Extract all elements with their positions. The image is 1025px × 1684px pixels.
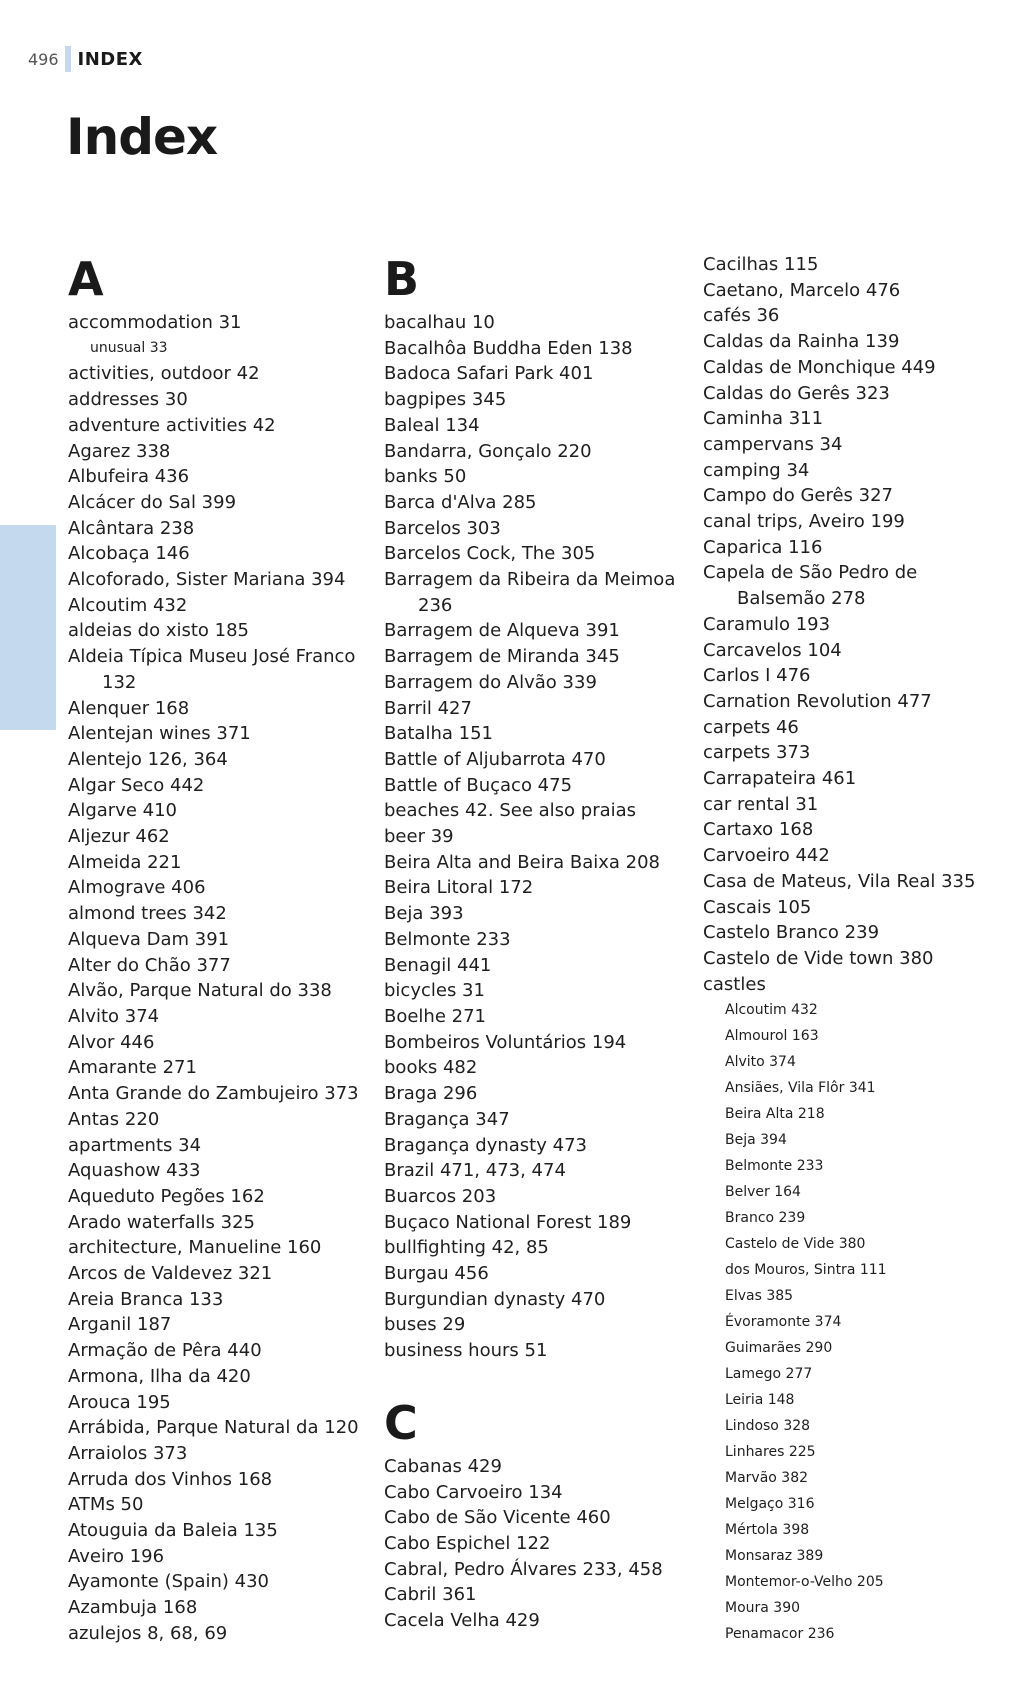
index-entry: carpets 373 (703, 742, 811, 764)
index-entry: adventure activities 42 (68, 414, 276, 436)
index-entry: Alter do Chão 377 (68, 954, 231, 976)
index-subentry: Alvito 374 (725, 1054, 796, 1071)
section-label: INDEX (77, 48, 143, 70)
index-entry: Algarve 410 (68, 800, 177, 822)
index-entry: Aldeia Típica Museu José Franco (68, 646, 356, 668)
index-entry: beer 39 (384, 826, 454, 848)
index-entry: Burgundian dynasty 470 (384, 1288, 606, 1310)
index-entry: ATMs 50 (68, 1494, 144, 1516)
index-entry: Algar Seco 442 (68, 774, 205, 796)
index-entry: books 482 (384, 1057, 478, 1079)
index-entry: bullfighting 42, 85 (384, 1237, 549, 1259)
letter-heading: C (384, 1395, 418, 1450)
index-entry: canal trips, Aveiro 199 (703, 511, 905, 533)
index-entry: Barcelos 303 (384, 517, 501, 539)
letter-heading: A (68, 252, 104, 306)
index-entry: accommodation 31 (68, 312, 242, 333)
index-entry: Barragem do Alvão 339 (384, 671, 597, 693)
index-entry: almond trees 342 (68, 903, 227, 925)
index-entry: Beira Litoral 172 (384, 877, 534, 899)
index-entry: Barril 427 (384, 697, 472, 719)
index-entry: Alcobaça 146 (68, 543, 190, 565)
index-entry: Agarez 338 (68, 440, 171, 462)
index-entry: Armação de Pêra 440 (68, 1340, 262, 1362)
index-entry: Arcos de Valdevez 321 (68, 1263, 273, 1285)
index-entry: Cabo de São Vicente 460 (384, 1507, 611, 1529)
index-subentry: Melgaço 316 (725, 1496, 815, 1513)
index-entry: castles (703, 973, 766, 995)
index-entry: Arrábida, Parque Natural da 120 (68, 1417, 359, 1439)
index-entry: Carlos I 476 (703, 665, 811, 687)
index-entry: Bragança dynasty 473 (384, 1134, 587, 1156)
index-entry: car rental 31 (703, 793, 819, 815)
index-subentry: Ansiães, Vila Flôr 341 (725, 1080, 876, 1097)
index-entry: Antas 220 (68, 1108, 160, 1130)
index-entry: bicycles 31 (384, 980, 485, 1002)
index-entry: Azambuja 168 (68, 1597, 198, 1619)
index-entry: Alqueva Dam 391 (68, 928, 230, 950)
index-entry: Cascais 105 (703, 896, 812, 918)
index-entry: Barragem da Ribeira da Meimoa (384, 569, 676, 591)
index-entry: Aljezur 462 (68, 826, 170, 848)
index-entry: Castelo Branco 239 (703, 922, 880, 944)
index-entry: Buçaco National Forest 189 (384, 1211, 632, 1233)
index-entry: Cabanas 429 (384, 1455, 502, 1477)
index-entry: Aveiro 196 (68, 1545, 165, 1567)
index-entry: Capela de São Pedro de (703, 562, 918, 584)
index-subentry: unusual 33 (90, 339, 168, 356)
index-entry: Barragem de Miranda 345 (384, 646, 620, 668)
index-subentry: Branco 239 (725, 1210, 806, 1227)
index-subentry: Beja 394 (725, 1132, 787, 1149)
index-entry: camping 34 (703, 459, 810, 481)
index-subentry: Évoramonte 374 (725, 1314, 842, 1331)
index-entry: Batalha 151 (384, 723, 493, 745)
index-entry: Braga 296 (384, 1083, 478, 1105)
running-header (28, 46, 143, 72)
index-entry: Bragança 347 (384, 1108, 510, 1130)
index-subentry: Belver 164 (725, 1184, 801, 1201)
index-entry: Arraiolos 373 (68, 1442, 188, 1464)
index-entry: Aqueduto Pegões 162 (68, 1185, 265, 1207)
index-entry: activities, outdoor 42 (68, 363, 260, 385)
index-column-3 (703, 252, 1003, 1647)
index-entry: Belmonte 233 (384, 928, 511, 950)
index-entry: buses 29 (384, 1314, 466, 1336)
index-entry: Alvão, Parque Natural do 338 (68, 980, 332, 1002)
index-entry: Alentejan wines 371 (68, 723, 251, 745)
index-entry: 236 (418, 594, 453, 616)
index-entry: Balsemão 278 (737, 588, 866, 610)
index-entry: Castelo de Vide town 380 (703, 947, 934, 969)
index-entry: Arado waterfalls 325 (68, 1211, 256, 1233)
index-entry: Alentejo 126, 364 (68, 748, 228, 770)
index-subentry: Mértola 398 (725, 1522, 810, 1539)
index-entry: Cabo Espichel 122 (384, 1532, 551, 1554)
page-number: 496 (28, 49, 59, 69)
index-entry: Caetano, Marcelo 476 (703, 279, 901, 301)
page-title: Index (66, 108, 218, 166)
index-entry: apartments 34 (68, 1134, 202, 1156)
index-subentry: Guimarães 290 (725, 1340, 833, 1357)
index-entry: Carnation Revolution 477 (703, 690, 932, 712)
index-entry: Cabril 361 (384, 1584, 477, 1606)
index-entry-list (384, 1454, 684, 1634)
index-subentry: Penamacor 236 (725, 1626, 835, 1643)
index-entry: Caldas de Monchique 449 (703, 356, 936, 378)
index-entry: 132 (102, 671, 137, 693)
index-entry: Arouca 195 (68, 1391, 171, 1413)
index-subentry: Beira Alta 218 (725, 1106, 825, 1123)
index-entry: banks 50 (384, 466, 467, 488)
index-subentry: Belmonte 233 (725, 1158, 824, 1175)
index-entry: Carvoeiro 442 (703, 845, 830, 867)
index-entry: azulejos 8, 68, 69 (68, 1622, 228, 1644)
index-entry: Battle of Aljubarrota 470 (384, 748, 606, 770)
index-entry: Brazil 471, 473, 474 (384, 1160, 566, 1182)
index-entry: aldeias do xisto 185 (68, 620, 250, 642)
index-entry: Campo do Gerês 327 (703, 485, 894, 507)
index-subentry: Alcoutim 432 (725, 1002, 818, 1019)
index-entry: Armona, Ilha da 420 (68, 1365, 251, 1387)
index-subentry: Montemor-o-Velho 205 (725, 1574, 884, 1591)
index-entry: Casa de Mateus, Vila Real 335 (703, 870, 976, 892)
letter-heading: B (384, 252, 420, 306)
index-entry: Caminha 311 (703, 408, 824, 430)
index-subentry: Lamego 277 (725, 1366, 813, 1383)
index-entry: Barca d'Alva 285 (384, 491, 537, 513)
index-entry: Almograve 406 (68, 877, 206, 899)
thumb-tab-marker (0, 525, 56, 730)
index-entry: Barcelos Cock, The 305 (384, 543, 596, 565)
index-entry: Alcântara 238 (68, 517, 195, 539)
index-entry: Caldas da Rainha 139 (703, 331, 900, 353)
index-subentry: Leiria 148 (725, 1392, 795, 1409)
index-entry: Carcavelos 104 (703, 639, 842, 661)
index-entry: Ayamonte (Spain) 430 (68, 1571, 269, 1593)
index-entry: Alcoforado, Sister Mariana 394 (68, 569, 346, 591)
index-entry: Alvito 374 (68, 1005, 160, 1027)
index-entry: Badoca Safari Park 401 (384, 363, 594, 385)
index-entry: Beja 393 (384, 903, 464, 925)
index-column-2 (384, 248, 684, 1634)
index-subentry: Almourol 163 (725, 1028, 819, 1045)
index-entry: Arganil 187 (68, 1314, 172, 1336)
index-entry-list (68, 310, 368, 1647)
index-subentry: Linhares 225 (725, 1444, 816, 1461)
index-entry: Cabo Carvoeiro 134 (384, 1481, 563, 1503)
index-entry: beaches 42. See also praias (384, 800, 637, 822)
index-column-1 (68, 248, 368, 1647)
index-entry: campervans 34 (703, 433, 843, 455)
index-entry: Cartaxo 168 (703, 819, 814, 841)
header-divider-bar (65, 46, 71, 72)
index-entry: Amarante 271 (68, 1057, 197, 1079)
index-entry: Aquashow 433 (68, 1160, 201, 1182)
index-entry: Cacela Velha 429 (384, 1610, 540, 1632)
index-entry: Buarcos 203 (384, 1185, 497, 1207)
index-entry: bacalhau 10 (384, 312, 495, 333)
index-entry: Areia Branca 133 (68, 1288, 224, 1310)
index-entry: Cacilhas 115 (703, 254, 819, 275)
index-entry: Anta Grande do Zambujeiro 373 (68, 1083, 359, 1105)
index-entry: Burgau 456 (384, 1263, 489, 1285)
index-subentry: Lindoso 328 (725, 1418, 811, 1435)
index-entry: architecture, Manueline 160 (68, 1237, 322, 1259)
index-entry: Bombeiros Voluntários 194 (384, 1031, 627, 1053)
index-entry: Alvor 446 (68, 1031, 155, 1053)
index-subentry: Moura 390 (725, 1600, 801, 1617)
index-entry: Barragem de Alqueva 391 (384, 620, 620, 642)
index-entry: Alcoutim 432 (68, 594, 188, 616)
index-entry: Battle of Buçaco 475 (384, 774, 573, 796)
index-entry-list (384, 310, 684, 1364)
index-entry: Caparica 116 (703, 536, 823, 558)
index-entry: Caramulo 193 (703, 613, 831, 635)
index-subentry: Monsaraz 389 (725, 1548, 824, 1565)
index-subentry: Elvas 385 (725, 1288, 794, 1305)
index-entry: Baleal 134 (384, 414, 480, 436)
index-entry: Boelhe 271 (384, 1005, 486, 1027)
index-entry: Cabral, Pedro Álvares 233, 458 (384, 1558, 663, 1580)
index-entry: Alcácer do Sal 399 (68, 491, 237, 513)
index-entry: Beira Alta and Beira Baixa 208 (384, 851, 661, 873)
index-entry: Benagil 441 (384, 954, 492, 976)
index-entry: Bandarra, Gonçalo 220 (384, 440, 592, 462)
index-entry: bagpipes 345 (384, 389, 507, 411)
index-entry: Bacalhôa Buddha Eden 138 (384, 337, 633, 359)
index-entry: Alenquer 168 (68, 697, 190, 719)
index-entry: Albufeira 436 (68, 466, 190, 488)
index-entry: addresses 30 (68, 389, 188, 411)
index-subentry: Castelo de Vide 380 (725, 1236, 866, 1253)
index-entry-list (703, 252, 1003, 1647)
index-entry: Atouguia da Baleia 135 (68, 1520, 278, 1542)
index-entry: business hours 51 (384, 1340, 548, 1362)
index-subentry: dos Mouros, Sintra 111 (725, 1262, 887, 1279)
index-subentry: Marvão 382 (725, 1470, 809, 1487)
index-entry: carpets 46 (703, 716, 799, 738)
index-entry: Carrapateira 461 (703, 768, 857, 790)
index-entry: Almeida 221 (68, 851, 182, 873)
index-entry: cafés 36 (703, 305, 780, 327)
index-entry: Arruda dos Vinhos 168 (68, 1468, 273, 1490)
index-entry: Caldas do Gerês 323 (703, 382, 890, 404)
